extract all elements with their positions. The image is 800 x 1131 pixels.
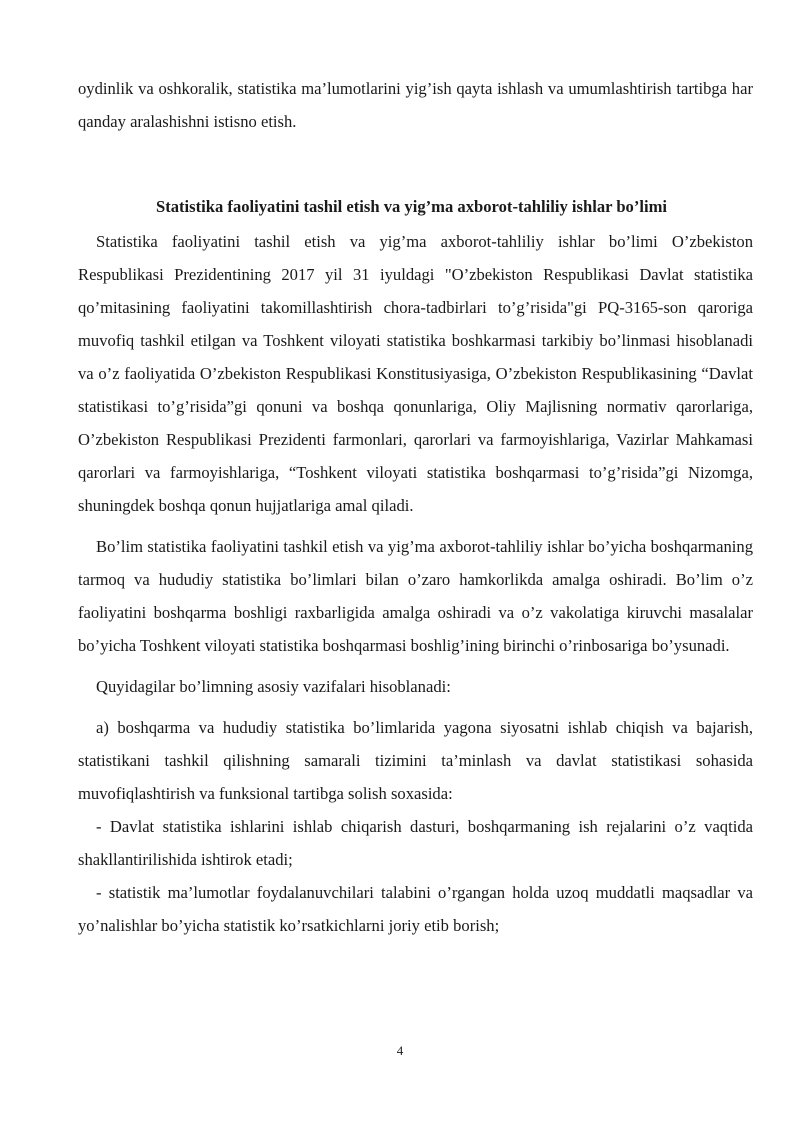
page-number: 4 (396, 1043, 404, 1058)
paragraph-task-a: a) boshqarma va hududiy statistika bo’limlarida yagona siyosatni ishlab chiqish va bajarish, statistikani tashkil qilishning samarali tizimini ta’minlash va davlat statistikasi sohasida muvofiqlashtirish va funksional tartibga solish soxasida: (78, 718, 753, 803)
paragraph-department-cooperation: Bo’lim statistika faoliyatini tashkil etish va yig’ma axborot-tahliliy ishlar bo’yicha boshqarmaning tarmoq va hududiy statistika bo’limlari bilan o’zaro hamkorlikda amalga oshiradi. Bo’lim o’z faoliyatini boshqarma boshligi raxbarligida amalga oshiradi va o’z vakolatiga kiruvchi masalalar bo’yicha Toshkent viloyati statistika boshqarmasi boshlig’ining birinchi o’rinbosariga bo’ysunadi. (78, 537, 753, 655)
paragraph-department-basis: Statistika faoliyatini tashil etish va yig’ma axborot-tahliliy ishlar bo’limi O’zbekiston Respublikasi Prezidentining 2017 yil 31 iyuldagi "O’zbekiston Respublikasi Davlat statistika qo’mitasining faoliyatini takomillashtirish chora-tadbirlari to’g’risida"gi PQ-3165-son qaroriga muvofiq tashkil etilgan va Toshkent viloyati statistika boshkarmasi tarkibiy bo’linmasi hisoblanadi va o’z faoliyatida O’zbekiston Respublikasi Konstitusiyasiga, O’zbekiston Respublikasining “Davlat statistikasi to’g’risida”gi qonuni va boshqa qonunlariga, Oliy Majlisning normativ qarorlariga, O’zbekiston Respublikasi Prezidenti farmonlari, qarorlari va farmoyishlariga, Vazirlar Mahkamasi qarorlari va farmoyishlariga, “Toshkent viloyati statistika boshqarmasi to’g’risida”gi Nizomga, shuningdek boshqa qonun hujjatlariga amal qiladi. (78, 232, 753, 515)
section-heading: Statistika faoliyatini tashil etish va yig’ma axborot-tahliliy ishlar bo’limi (155, 197, 668, 216)
paragraph-tasks-intro: Quyidagilar bo’limning asosiy vazifalari hisoblanadi: (96, 677, 451, 696)
list-item-work-plans: - Davlat statistika ishlarini ishlab chiqarish dasturi, boshqarmaning ish rejalarini o’z vaqtida shakllantirilishida ishtirok etadi; (78, 817, 753, 869)
continuation-paragraph: oydinlik va oshkoralik, statistika ma’lumotlarini yig’ish qayta ishlash va umumlashtirish tartibga har qanday aralashishni istisno etish. (78, 79, 753, 131)
list-item-indicators: - statistik ma’lumotlar foydalanuvchilari talabini o’rgangan holda uzoq muddatli maqsadlar va yo’nalishlar bo’yicha statistik ko’rsatkichlarni joriy etib borish; (78, 883, 753, 935)
document-page (78, 72, 753, 942)
